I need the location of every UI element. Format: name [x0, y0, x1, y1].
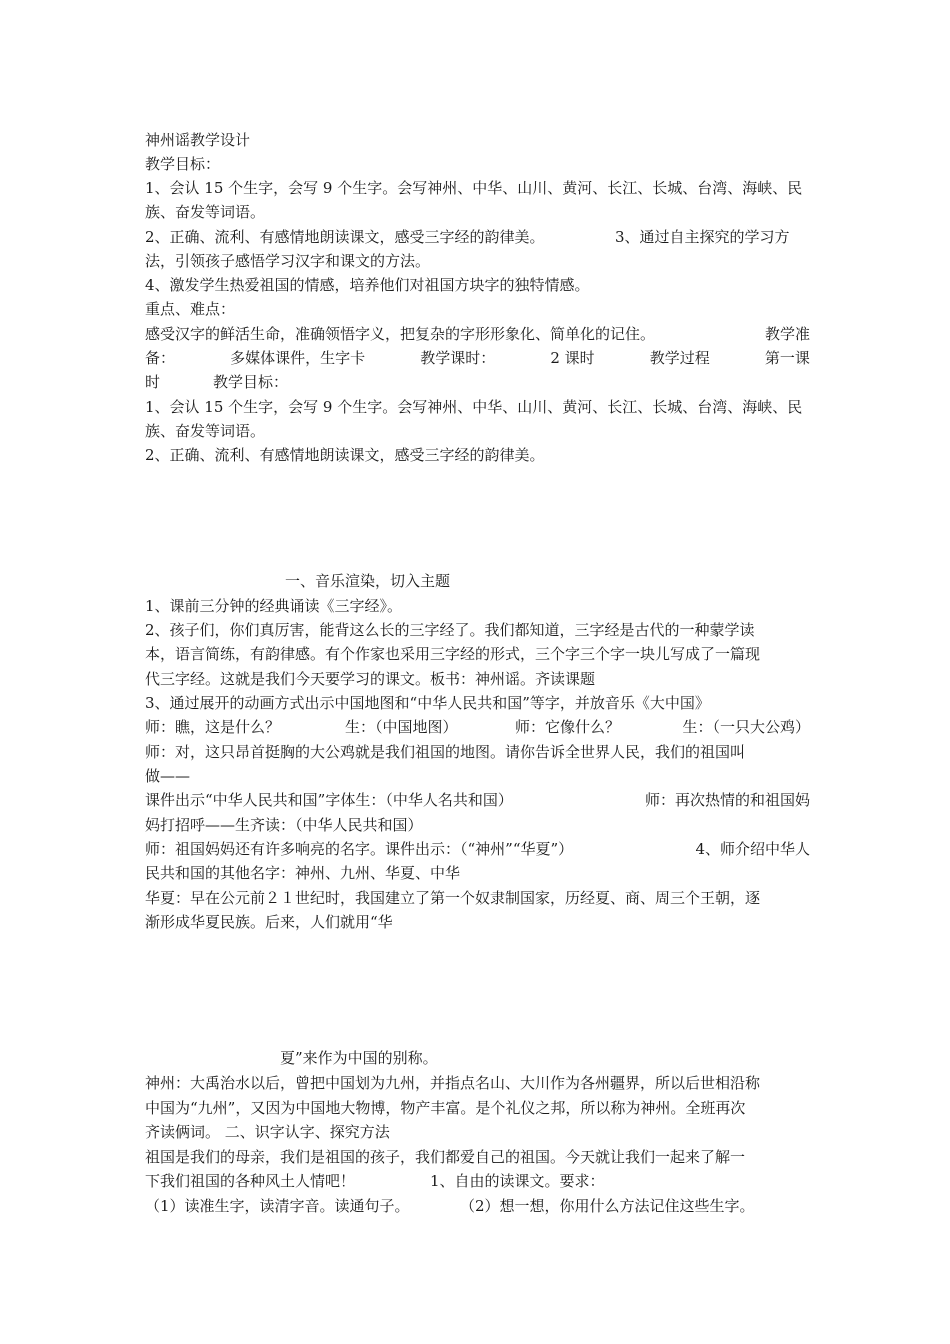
text-line: 法，引领孩子感悟学习汉字和课文的方法。 — [145, 252, 431, 270]
text-segment: 3、通过自主探究的学习方 — [615, 228, 790, 246]
section-heading: 一、音乐渲染，切入主题 — [285, 572, 451, 590]
text-line: 1、会认 15 个生字，会写 9 个生字。会写神州、中华、山川、黄河、长江、长城、台湾、海峡、民 — [145, 398, 803, 416]
text-line: 夏”来作为中国的别称。 — [280, 1049, 438, 1067]
text-segment: 教学过程 — [649, 349, 710, 367]
text-line — [145, 837, 810, 861]
text-segment: 教学目标： — [213, 373, 289, 391]
text-segment: 备： — [145, 349, 176, 367]
text-segment: 感受汉字的鲜活生命，准确领悟字义，把复杂的字形形象化、简单化的记住。 — [145, 325, 656, 343]
text-line: 妈打招呼——生齐读：（中华人民共和国） — [145, 816, 423, 834]
text-line — [145, 370, 810, 394]
text-line: 神州：大禹治水以后，曾把中国划为九州，并指点名山、大川作为各州疆界，所以后世相沿称 — [145, 1074, 761, 1092]
text-line: 2、孩子们，你们真厉害，能背这么长的三字经了。我们都知道，三字经是古代的一种蒙学读 — [145, 621, 755, 639]
text-segment: 2 课时 — [550, 349, 595, 367]
text-segment: 第一课 — [764, 349, 810, 367]
text-line: 1、会认 15 个生字，会写 9 个生字。会写神州、中华、山川、黄河、长江、长城、台湾、海峡、民 — [145, 179, 803, 197]
text-line: 祖国是我们的母亲，我们是祖国的孩子，我们都爱自己的祖国。今天就让我们一起来了解一 — [145, 1148, 746, 1166]
text-segment: 1、自由的读课文。要求： — [430, 1172, 605, 1190]
text-line — [145, 1169, 810, 1193]
text-segment: （1）读准生字，读清字音。读通句子。 — [145, 1197, 410, 1215]
text-segment: 多媒体课件，生字卡 — [230, 349, 366, 367]
text-line — [145, 346, 810, 370]
text-line: 本，语言简练，有韵律感。有个作家也采用三字经的形式，三个字三个字一块儿写成了一篇现 — [145, 645, 761, 663]
text-line: 做—— — [145, 767, 191, 785]
text-segment: 时 — [145, 373, 161, 391]
section-heading: 重点、难点： — [145, 300, 236, 318]
text-line: 齐读俩词。 二、识字认字、探究方法 — [145, 1123, 390, 1141]
text-segment: 师：它像什么？ — [515, 718, 621, 736]
text-segment: 教学课时： — [420, 349, 496, 367]
text-line: 渐形成华夏民族。后来，人们就用“华 — [145, 913, 393, 931]
text-segment: 下我们祖国的各种风土人情吧！ — [145, 1172, 356, 1190]
text-line — [145, 1194, 810, 1218]
text-segment: （2）想一想，你用什么方法记住这些生字。 — [460, 1197, 755, 1215]
text-line: 中国为“九州”，又因为中国地大物博，物产丰富。是个礼仪之邦，所以称为神州。全班再次 — [145, 1099, 746, 1117]
text-segment: 2、正确、流利、有感情地朗读课文，感受三字经的韵律美。 — [145, 228, 545, 246]
text-line — [145, 322, 810, 346]
text-line: 1、课前三分钟的经典诵读《三字经》。 — [145, 597, 403, 615]
text-line: 族、奋发等词语。 — [145, 422, 266, 440]
text-line: 代三字经。这就是我们今天要学习的课文。板书：神州谣。齐读课题 — [145, 670, 596, 688]
text-line: 2、正确、流利、有感情地朗读课文，感受三字经的韵律美。 — [145, 446, 545, 464]
text-line: 民共和国的其他名字：神州、九州、华夏、中华 — [145, 864, 461, 882]
text-line: 师：对，这只昂首挺胸的大公鸡就是我们祖国的地图。请你告诉全世界人民，我们的祖国叫 — [145, 743, 746, 761]
text-segment: 生：（中国地图） — [345, 718, 458, 736]
text-segment: 师：祖国妈妈还有许多响亮的名字。课件出示：（“神州”“华夏”） — [145, 840, 574, 858]
text-segment: 师：瞧，这是什么？ — [145, 718, 281, 736]
text-line — [145, 788, 810, 812]
document-title: 神州谣教学设计 — [145, 131, 251, 149]
text-line: 4、激发学生热爱祖国的情感，培养他们对祖国方块字的独特情感。 — [145, 276, 590, 294]
text-segment: 师：再次热情的和祖国妈 — [644, 791, 810, 809]
text-line: 族、奋发等词语。 — [145, 203, 266, 221]
text-segment: 教学准 — [764, 325, 810, 343]
text-line: 教学目标： — [145, 155, 221, 173]
text-segment: 生：（一只大公鸡） — [682, 718, 810, 736]
text-segment: 课件出示“中华人民共和国”字体生：（中华人名共和国） — [145, 791, 513, 809]
text-line — [145, 225, 810, 249]
text-line: 3、通过展开的动画方式出示中国地图和“中华人民共和国”等字，并放音乐《大中国》 — [145, 694, 710, 712]
text-segment: 4、师介绍中华人 — [695, 840, 810, 858]
text-line: 华夏：早在公元前２１世纪时，我国建立了第一个奴隶制国家，历经夏、商、周三个王朝，逐 — [145, 889, 761, 907]
text-line — [145, 715, 810, 739]
